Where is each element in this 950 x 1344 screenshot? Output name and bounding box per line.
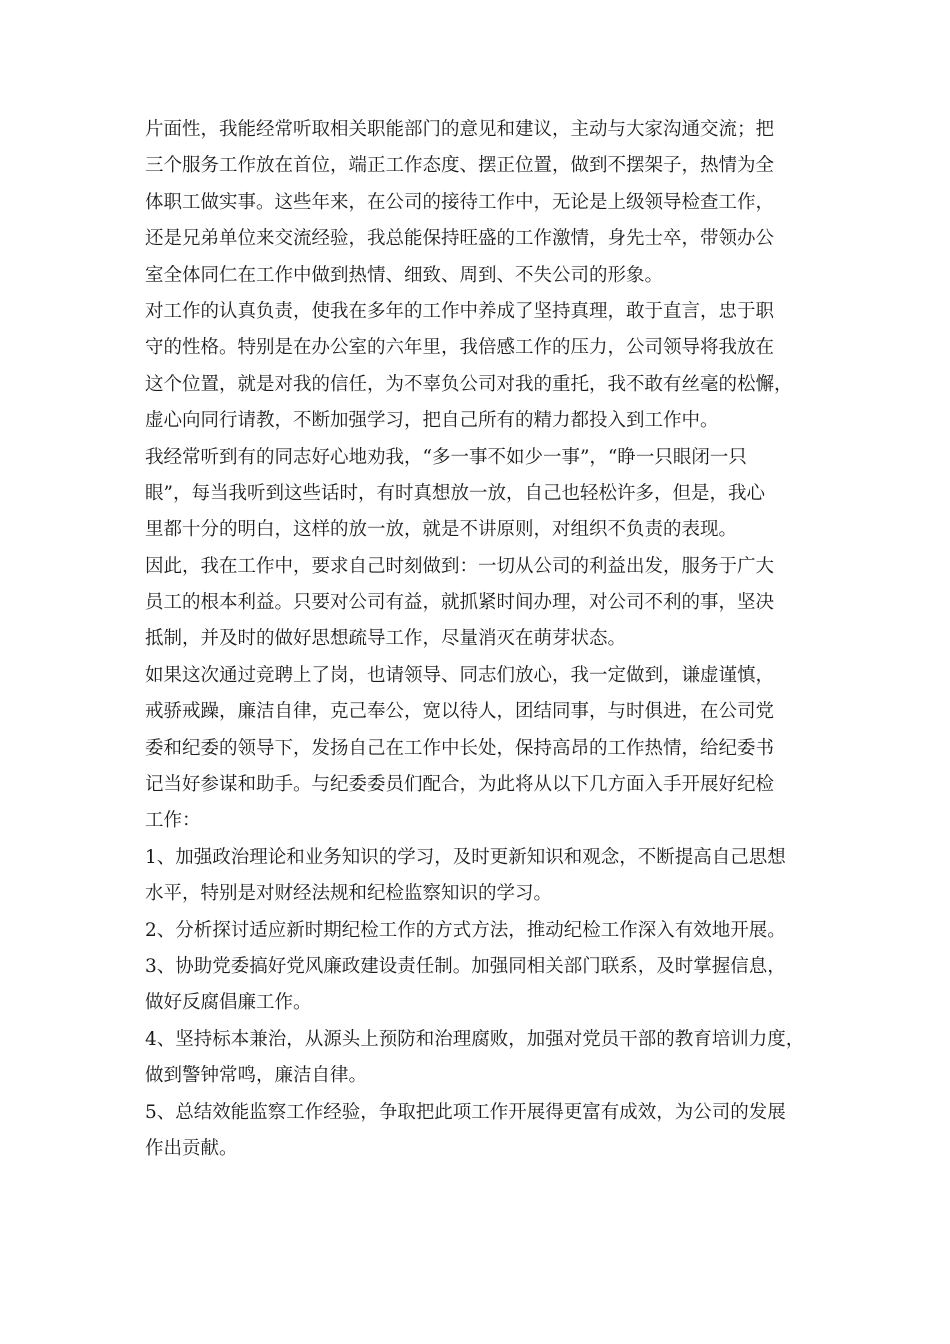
- text-line: 2、分析探讨适应新时期纪检工作的方式方法，推动纪检工作深入有效地开展。: [145, 919, 786, 941]
- text-line: 员工的根本利益。只要对公司有益，就抓紧时间办理，对公司不利的事，坚决: [145, 592, 775, 614]
- text-line: 做到警钟常鸣，廉洁自律。: [145, 1065, 368, 1087]
- text-line: 还是兄弟单位来交流经验，我总能保持旺盛的工作激情，身先士卒，带领办公: [145, 228, 775, 250]
- text-line: 3、协助党委搞好党风廉政建设责任制。加强同相关部门联系，及时掌握信息，: [145, 955, 786, 977]
- text-line: 守的性格。特别是在办公室的六年里，我倍感工作的压力，公司领导将我放在: [145, 337, 775, 359]
- text-line: 工作：: [145, 810, 201, 832]
- text-line: 片面性，我能经常听取相关职能部门的意见和建议，主动与大家沟通交流；把: [145, 119, 775, 140]
- text-line: 水平，特别是对财经法规和纪检监察知识的学习。: [145, 883, 553, 905]
- text-line: 眼”，每当我听到这些话时，有时真想放一放，自己也轻松许多，但是，我心: [145, 482, 765, 504]
- document-body: [145, 112, 815, 1167]
- text-line: 这个位置，就是对我的信任，为不辜负公司对我的重托，我不敢有丝毫的松懈，: [145, 373, 793, 395]
- text-line: 委和纪委的领导下，发扬自己在工作中长处，保持高昂的工作热情，给纪委书: [145, 737, 775, 759]
- text-line: 如果这次通过竞聘上了岗，也请领导、同志们放心，我一定做到，谦虚谨慎，: [145, 664, 775, 686]
- text-line: 戒骄戒躁，廉洁自律，克己奉公，宽以待人，团结同事，与时俱进，在公司党: [145, 701, 775, 723]
- text-line: 我经常听到有的同志好心地劝我，“多一事不如少一事”，“睁一只眼闭一只: [145, 446, 747, 468]
- text-line: 室全体同仁在工作中做到热情、细致、周到、不失公司的形象。: [145, 264, 664, 286]
- text-line: 体职工做实事。这些年来，在公司的接待工作中，无论是上级领导检查工作，: [145, 191, 775, 213]
- text-line: 抵制，并及时的做好思想疏导工作，尽量消灭在萌芽状态。: [145, 628, 627, 650]
- text-line: 三个服务工作放在首位，端正工作态度、摆正位置，做到不摆架子，热情为全: [145, 155, 775, 177]
- text-line: 因此，我在工作中，要求自己时刻做到：一切从公司的利益出发，服务于广大: [145, 555, 775, 577]
- text-line: 作出贡献。: [145, 1137, 238, 1159]
- text-line: 1、加强政治理论和业务知识的学习，及时更新知识和观念，不断提高自己思想: [145, 846, 786, 868]
- text-line: 里都十分的明白，这样的放一放，就是不讲原则，对组织不负责的表现。: [145, 519, 738, 541]
- text-line: 记当好参谋和助手。与纪委委员们配合，为此将从以下几方面入手开展好纪检: [145, 774, 775, 796]
- text-line: 5、总结效能监察工作经验，争取把此项工作开展得更富有成效，为公司的发展: [145, 1101, 786, 1123]
- text-line: 做好反腐倡廉工作。: [145, 992, 312, 1014]
- text-line: 虚心向同行请教，不断加强学习，把自己所有的精力都投入到工作中。: [145, 410, 719, 432]
- text-line: 4、坚持标本兼治，从源头上预防和治理腐败，加强对党员干部的教育培训力度，: [145, 1028, 805, 1050]
- text-line: 对工作的认真负责，使我在多年的工作中养成了坚持真理，敢于直言，忠于职: [145, 300, 775, 322]
